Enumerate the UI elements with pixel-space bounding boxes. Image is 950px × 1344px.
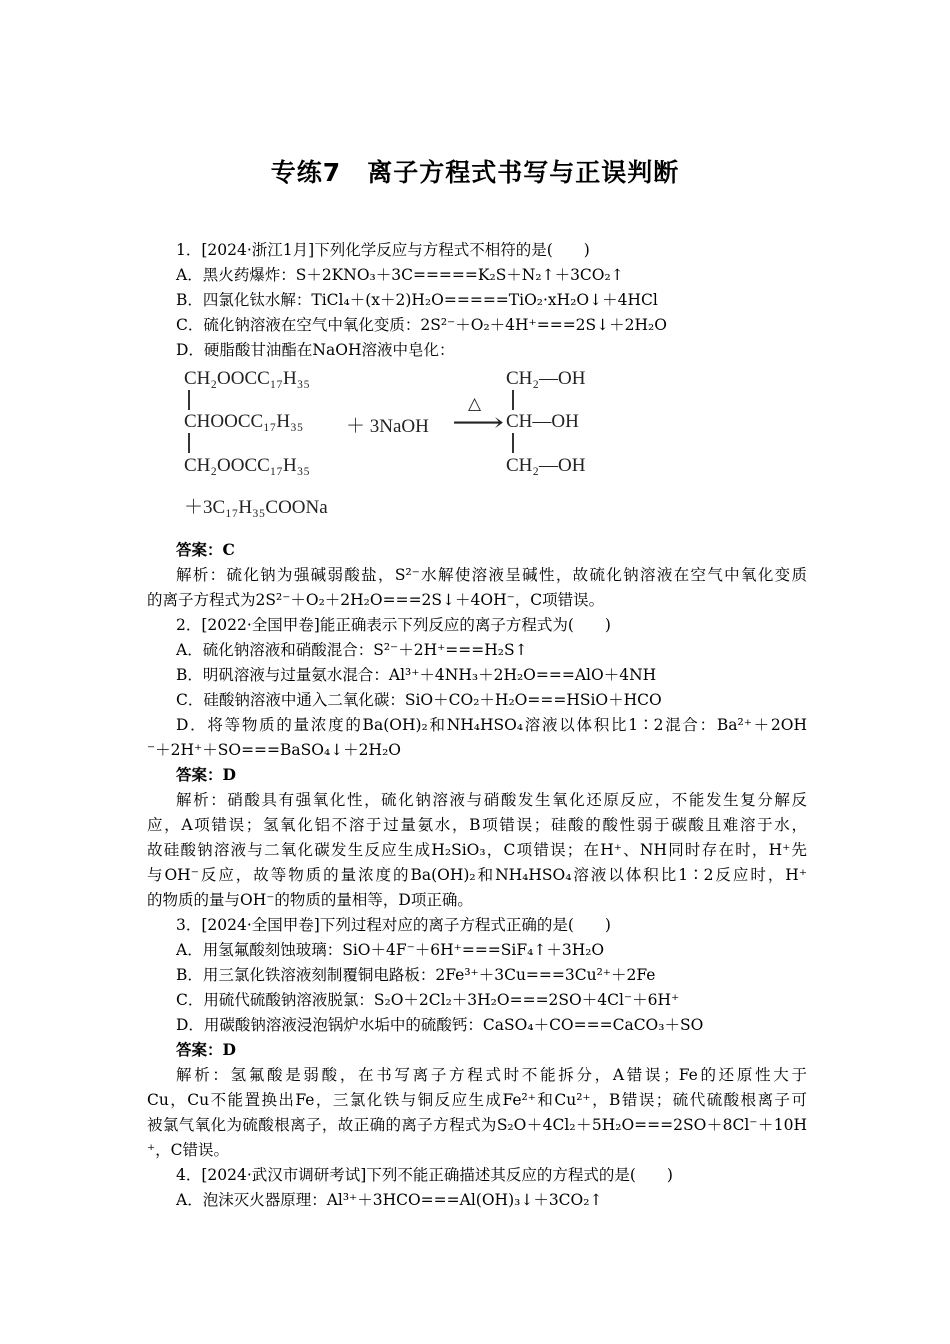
question-4-option-a: A．泡沫灭火器原理：Al³⁺＋3HCO===Al(OH)₃↓＋3CO₂↑ — [176, 1191, 603, 1209]
question-2-option-b: B．明矾溶液与过量氨水混合：Al³⁺＋4NH₃＋2H₂O===AlO＋4NH — [176, 666, 657, 684]
bond-line — [512, 433, 514, 453]
analysis-3-line-3: 被氯气氧化为硫酸根离子，故正确的离子方程式为S₂O＋4Cl₂＋5H₂O===2SO＋8Cl⁻＋10H — [147, 1116, 807, 1134]
answer-2: 答案：D — [176, 765, 236, 784]
bond-line — [188, 390, 190, 410]
question-1-option-d: D．硬脂酸甘油酯在NaOH溶液中皂化： — [176, 341, 455, 359]
analysis-2-line-4: 与OH⁻反应，故等物质的量浓度的Ba(OH)₂和NH₄HSO₄溶液以体积比1∶2反应时，H⁺ — [147, 866, 807, 884]
question-3-option-d: D．用碳酸钠溶液浸泡锅炉水垢中的硫酸钙：CaSO₄＋CO===CaCO₃＋SO — [176, 1016, 704, 1034]
answer-3: 答案：D — [176, 1040, 236, 1059]
analysis-2-line-3: 故硅酸钠溶液与二氧化碳发生反应生成H₂SiO₃，C项错误；在H⁺、NH同时存在时，H⁺先 — [147, 841, 807, 859]
analysis-3-line-2: Cu，Cu不能置换出Fe，三氯化铁与铜反应生成Fe²⁺和Cu²⁺，B错误；硫代硫酸根离子可 — [147, 1091, 807, 1109]
reagent: ＋ 3NaOH — [346, 416, 429, 437]
question-1-stem: 1．[2024·浙江1月]下列化学反应与方程式不相符的是( ) — [176, 241, 590, 259]
question-1-option-c: C．硫化钠溶液在空气中氧化变质：2S²⁻＋O₂＋4H⁺===2S↓＋2H₂O — [176, 316, 667, 334]
heat-condition: △ — [468, 394, 482, 413]
analysis-3-line-1: 解析：氢氟酸是弱酸，在书写离子方程式时不能拆分，A错误；Fe的还原性大于 — [176, 1066, 807, 1084]
question-4-stem: 4．[2024·武汉市调研考试]下列不能正确描述其反应的方程式的是( ) — [176, 1166, 673, 1184]
question-1-option-b: B．四氯化钛水解：TiCl₄＋(x＋2)H₂O=====TiO₂·xH₂O↓＋4HCl — [176, 291, 658, 309]
product-line-2: CH—OH — [506, 411, 579, 432]
question-2-option-a: A．硫化钠溶液和硝酸混合：S²⁻＋2H⁺===H₂S↑ — [176, 641, 528, 659]
question-3-stem: 3．[2024·全国甲卷]下列过程对应的离子方程式正确的是( ) — [176, 916, 611, 934]
reactant-line-1: CH₂OOCC₁₇H₃₅ — [184, 368, 311, 389]
saponification-reaction — [180, 364, 620, 524]
analysis-2-line-5: 的物质的量与OH⁻的物质的量相等，D项正确。 — [147, 891, 473, 909]
question-1-option-a: A．黑火药爆炸：S＋2KNO₃＋3C=====K₂S＋N₂↑＋3CO₂↑ — [176, 266, 624, 284]
question-3-option-a: A．用氢氟酸刻蚀玻璃：SiO＋4F⁻＋6H⁺===SiF₄↑＋3H₂O — [176, 941, 605, 959]
question-2-option-c: C．硅酸钠溶液中通入二氧化碳：SiO＋CO₂＋H₂O===HSiO＋HCO — [176, 691, 662, 709]
question-3-option-b: B．用三氯化铁溶液刻制覆铜电路板：2Fe³⁺＋3Cu===3Cu²⁺＋2Fe — [176, 966, 656, 984]
product-line-1: CH₂—OH — [506, 368, 586, 389]
question-2-stem: 2．[2022·全国甲卷]能正确表示下列反应的离子方程式为( ) — [176, 616, 611, 634]
analysis-3-line-4: ⁺，C错误。 — [147, 1141, 230, 1159]
answer-1: 答案：C — [176, 540, 235, 559]
reactant-line-3: CH₂OOCC₁₇H₃₅ — [184, 455, 311, 476]
reaction-arrow: ⟶ — [452, 408, 505, 437]
page-title: 专练7 离子方程式书写与正误判断 — [270, 158, 680, 187]
bond-line — [188, 433, 190, 453]
product-line-3: CH₂—OH — [506, 455, 586, 476]
question-2-option-d-line-2: ⁻＋2H⁺＋SO===BaSO₄↓＋2H₂O — [147, 741, 401, 759]
analysis-1-line-1: 解析：硫化钠为强碱弱酸盐，S²⁻水解使溶液呈碱性，故硫化钠溶液在空气中氧化变质 — [176, 566, 807, 584]
product-line-4: ＋3C₁₇H₃₅COONa — [184, 497, 328, 518]
question-2-option-d-line-1: D．将等物质的量浓度的Ba(OH)₂和NH₄HSO₄溶液以体积比1∶2混合：Ba²⁺＋2OH — [176, 716, 807, 734]
bond-line — [512, 390, 514, 410]
reactant-line-2: CHOOCC₁₇H₃₅ — [184, 411, 304, 432]
question-3-option-c: C．用硫代硫酸钠溶液脱氯：S₂O＋2Cl₂＋3H₂O===2SO＋4Cl⁻＋6H⁺ — [176, 991, 680, 1009]
analysis-2-line-2: 应，A项错误；氢氧化铝不溶于过量氨水，B项错误；硅酸的酸性弱于碳酸且难溶于水， — [147, 816, 807, 834]
analysis-2-line-1: 解析：硝酸具有强氧化性，硫化钠溶液与硝酸发生氧化还原反应，不能发生复分解反 — [176, 791, 807, 809]
analysis-1-line-2: 的离子方程式为2S²⁻＋O₂＋2H₂O===2S↓＋4OH⁻，C项错误。 — [147, 591, 605, 609]
